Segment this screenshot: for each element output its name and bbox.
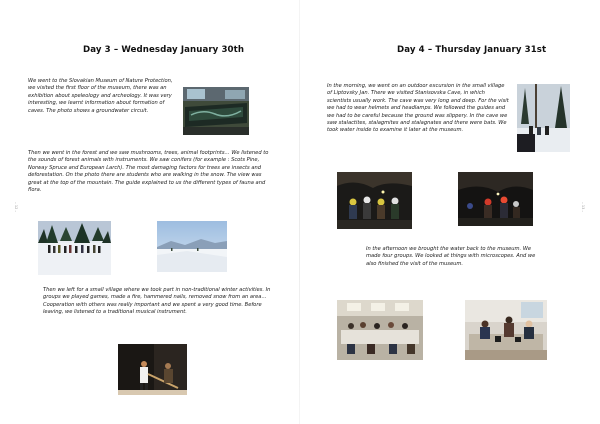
day4-paragraph-museum: In the afternoon we brought the water back to the museum. We made four groups. We looked at things with microscopes. And we also finished the visit of the museum. [366,246,536,267]
microscope-group-photo [465,300,547,360]
groundwater-exhibit-photo [183,87,249,135]
day4-heading: Day 4 – Thursday January 31st [397,45,547,55]
cave-group-helmets-photo [337,172,412,229]
day3-paragraph-forest: Then we went in the forest and we saw mushrooms, trees, animal footprints… We listened to the sounds of forest animals with instruments. We saw conifers (for example : Scots Pine, Norway Spruce and European Larch). The most damaging factors for trees are insects and deforestation. On the photo there are students who are walking in the snow. The view was great at the top of the mountain. The guide explained to us the different types of fauna and flora. [28,150,269,194]
day3-heading: Day 3 – Wednesday January 30th [83,45,245,55]
day3-paragraph-village: Then we left for a small village where we took part in non-traditional winter activities. In groups we played games, made a fire, hammered nails, removed snow from an area… Cooperation with others was really important and we spent a very good time. Before leaving, we listened to a traditional musical instrument. [43,287,271,316]
right-page-marker: – 13 – [581,202,585,213]
day3-paragraph-museum: We went to the Slovakian Museum of Nature Protection, we visited the first floor of the museum, there was an exhibition about speleology and archeology. It was very interesting, we learnt information about formation of caves. The photo shows a groundwater circuit. [28,78,173,114]
cave-entrance-photo [517,84,570,152]
day4-paragraph-cave: In the morning, we went on an outdoor excursion in the small village of Liptovsky Jan. There we visited Stanisovska Cave, in which scientists usually work. The cave was very long and deep. For the visit we had to wear helmets and headlamps. We followed the guides and we had to be careful because the ground was slippery. In the cave we saw stalactites, stalagmites and stalagnates and there were bats. We took water inside to examine it later at the museum. [327,83,509,134]
mountain-view-photo [157,221,227,272]
museum-workroom-photo [337,300,423,360]
right-page [300,0,600,424]
cave-interior-photo [458,172,533,226]
musical-instrument-photo [118,344,187,395]
snow-walk-photo [38,221,111,275]
left-page-marker: – 12 – [14,202,18,213]
